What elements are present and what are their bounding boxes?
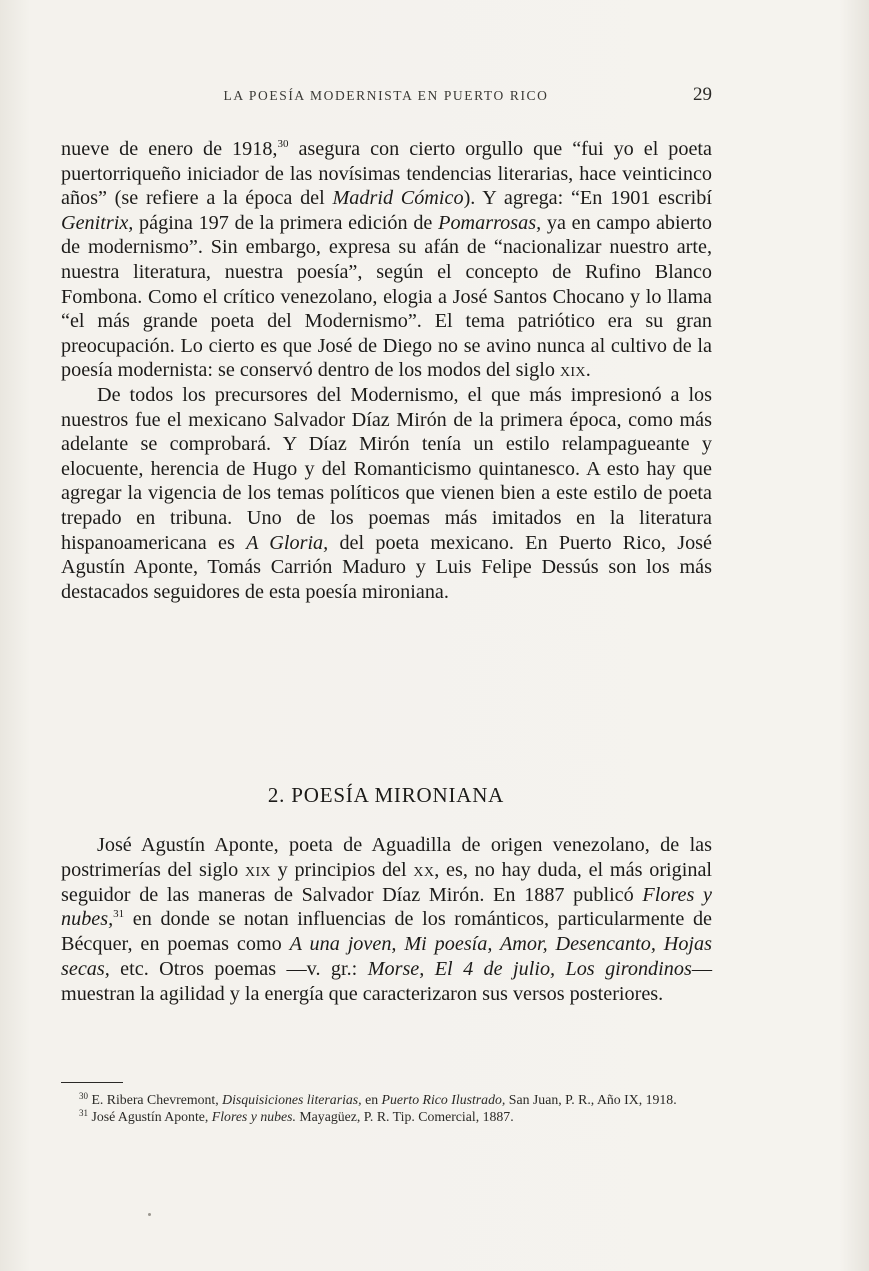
text-span: , es, no hay duda, el más original seguidor de las maneras de Salvador Díaz Mirón. En 1887 publicó	[61, 858, 713, 906]
text-span: y principios del	[270, 858, 414, 881]
text-span: De todos los precursores del Modernismo, el que más impresionó a los nuestros fue el mexicano Salvador Díaz Mirón de la primera época, como más adelante se comprobará. Y Díaz Mirón tenía un estilo relampagueante y elocuente, herencia de Hugo y del Romanticismo quintanesco. A esto hay que agregar la vigencia de los temas políticos que vienen bien a este estilo de poeta trepado en tribuna. Uno de los poemas más imitados en la literatura hispanoamericana es	[61, 383, 712, 554]
italic-title: Disquisiciones literarias,	[222, 1092, 362, 1107]
small-caps-century: xix	[245, 858, 271, 881]
body-text-section	[61, 833, 712, 1007]
small-caps-century: xix	[560, 359, 586, 382]
italic-title: Morse, El 4 de julio, Los girondinos	[367, 957, 692, 980]
running-head	[60, 84, 712, 112]
footnotes	[61, 1091, 712, 1125]
text-span: en donde se notan influencias de los románticos, particularmente de Bécquer, en poemas como	[61, 908, 712, 956]
italic-title: Puerto Rico Ilustrado,	[381, 1092, 506, 1107]
body-text-top	[61, 137, 712, 604]
text-span: en	[361, 1092, 382, 1107]
text-span: José Agustín Aponte,	[88, 1109, 212, 1124]
italic-title: Madrid Cómico	[332, 187, 464, 210]
text-span: San Juan, P. R., Año IX, 1918.	[505, 1092, 677, 1107]
text-span: Mayagüez, P. R. Tip. Comercial, 1887.	[295, 1109, 514, 1124]
footnote-ref-31: 31	[113, 908, 125, 921]
page-number: 29	[693, 84, 712, 105]
footnote-30	[61, 1091, 712, 1108]
text-span: José Agustín Aponte, poeta de Aguadilla de origen venezolano, de las postrimerías del siglo	[61, 834, 712, 881]
footnote-number: 30	[79, 1091, 88, 1101]
text-span: nueve de enero de 1918,	[61, 138, 278, 160]
footnote-divider	[61, 1082, 123, 1083]
footnote-number: 31	[79, 1108, 88, 1118]
text-span: del poeta mexicano. En Puerto Rico, José Agustín Aponte, Tomás Carrión Maduro y Luis Felipe Dessús son los más destacados seguidores de esta poesía mironiana.	[61, 531, 713, 603]
text-span: etc. Otros poemas —v. gr.:	[109, 957, 368, 980]
section-heading: 2. POESÍA MIRONIANA	[267, 783, 505, 807]
text-span: página 197 de la primera edición de	[133, 211, 439, 234]
small-caps-century: xx	[413, 858, 435, 881]
italic-title: Flores y nubes.	[211, 1109, 296, 1124]
paragraph-1	[61, 137, 712, 383]
text-span: asegura con cierto orgullo que “fui yo el poeta puertorriqueño iniciador de las novísimas tendencias literarias, hace veinticinco años” (se refiere a la época del	[61, 138, 712, 210]
text-span: ). Y agrega: “En 1901 escribí	[463, 187, 712, 210]
paragraph-3	[61, 833, 712, 1007]
italic-title: Genitrix,	[61, 211, 134, 234]
footnote-ref-30: 30	[277, 138, 289, 150]
footnote-31	[61, 1108, 712, 1125]
text-span: — muestran la agilidad y la energía que caracterizaron sus versos posteriores.	[61, 957, 712, 1005]
italic-title: A una joven, Mi poesía, Amor, Desencanto, Hojas secas,	[61, 933, 712, 980]
italic-title: A Gloria,	[246, 531, 329, 554]
running-title: LA POESÍA MODERNISTA EN PUERTO RICO	[223, 88, 549, 103]
paragraph-2	[61, 383, 712, 604]
text-span: .	[585, 359, 591, 382]
text-span: E. Ribera Chevremont,	[88, 1092, 223, 1107]
italic-title: Flores y nubes,	[61, 883, 712, 931]
italic-title: Pomarrosas,	[438, 211, 542, 234]
text-span: ya en campo abierto de modernismo”. Sin embargo, expresa su afán de “nacionalizar nuestro arte, nuestra literatura, nuestra poesía”, según el concepto de Rufino Blanco Fombona. Como el crítico venezolano, elogia a José Santos Chocano y lo llama “el más grande poeta del Modernismo”. El tema patriótico era su gran preocupación. Lo cierto es que José de Diego no se avino nunca al cultivo de la poesía modernista: se conservó dentro de los modos del siglo	[61, 211, 712, 382]
paper-speck	[148, 1213, 151, 1216]
